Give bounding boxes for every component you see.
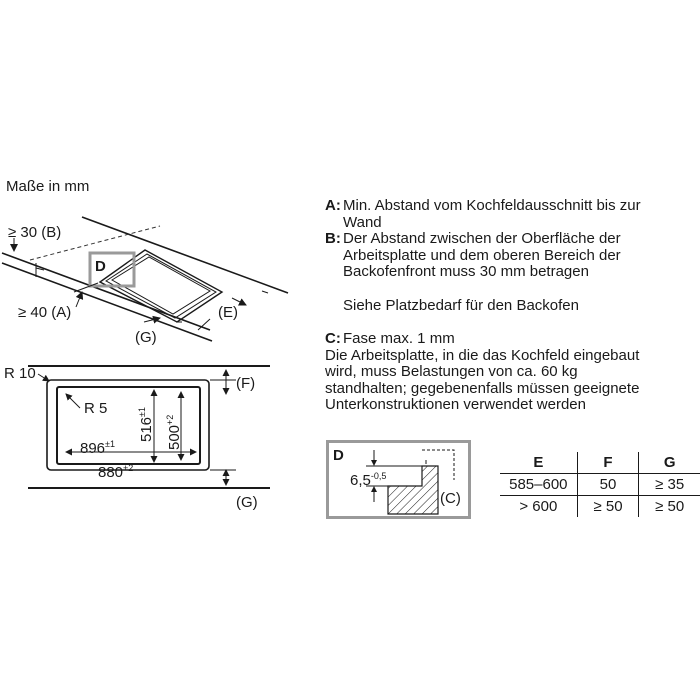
label-g-front: (G) (236, 494, 258, 511)
label-width-inner: $880^{+2}$ (98, 463, 134, 481)
table-header-f: F (577, 452, 639, 474)
table-cell: ≥ 50 (639, 496, 700, 518)
detail-d-diagram (326, 440, 471, 520)
label-depth-outer: $516^{\pm 1}$ (137, 407, 155, 442)
table-row (500, 474, 700, 496)
table-cell: 585–600 (500, 474, 577, 496)
table-header-e: E (500, 452, 577, 474)
perspective-view-diagram (0, 0, 320, 350)
legend-item-a: A: Min. Abstand vom Kochfeldausschnitt bis zur Wand (325, 197, 641, 231)
detail-dimension: $6,5^{-0,5}$ (350, 471, 387, 489)
table-cell: > 600 (519, 498, 558, 515)
label-g-top: (G) (135, 329, 157, 346)
legend-oven-note: Siehe Platzbedarf für den Backofen (343, 296, 579, 314)
legend-item-c: C: Fase max. 1 mm (325, 330, 455, 347)
label-radius-outer: R 10 (4, 365, 36, 382)
label-f-front: (F) (236, 375, 256, 392)
label-depth-inner: $500^{+2}$ (165, 414, 183, 450)
units-title: Maße in mm (6, 178, 90, 195)
table-header-row (500, 452, 700, 474)
label-radius-inner: R 5 (84, 400, 108, 417)
table-cell: ≥ 50 (577, 496, 639, 518)
legend-worktop-note: Die Arbeitsplatte, in die das Kochfeld eingebaut wird, muss Belastungen von ca. 60 kg standhalten; gegebenenfalls müssen geeignete Unterkonstruktionen verwendet werden (325, 346, 640, 413)
detail-label-c: (C) (440, 490, 461, 507)
table-cell: ≥ 35 (639, 474, 700, 496)
legend (325, 198, 695, 414)
legend-item-b: B: Der Abstand zwischen der Oberfläche der Arbeitsplatte und dem oberen Bereich der Backofenfront muss 30 mm betragen (325, 230, 621, 280)
table-header-g: G (639, 452, 700, 474)
label-e-top: (E) (218, 304, 238, 321)
table-row (500, 496, 700, 518)
label-min-30-b: ≥ 30 (B) (8, 224, 62, 241)
label-width-outer: $896^{\pm 1}$ (80, 439, 115, 457)
clearance-table (500, 452, 700, 517)
table-cell: 50 (577, 474, 639, 496)
label-d-marker: D (95, 258, 106, 275)
detail-label-d: D (333, 447, 344, 464)
label-min-40-a: ≥ 40 (A) (18, 304, 72, 321)
